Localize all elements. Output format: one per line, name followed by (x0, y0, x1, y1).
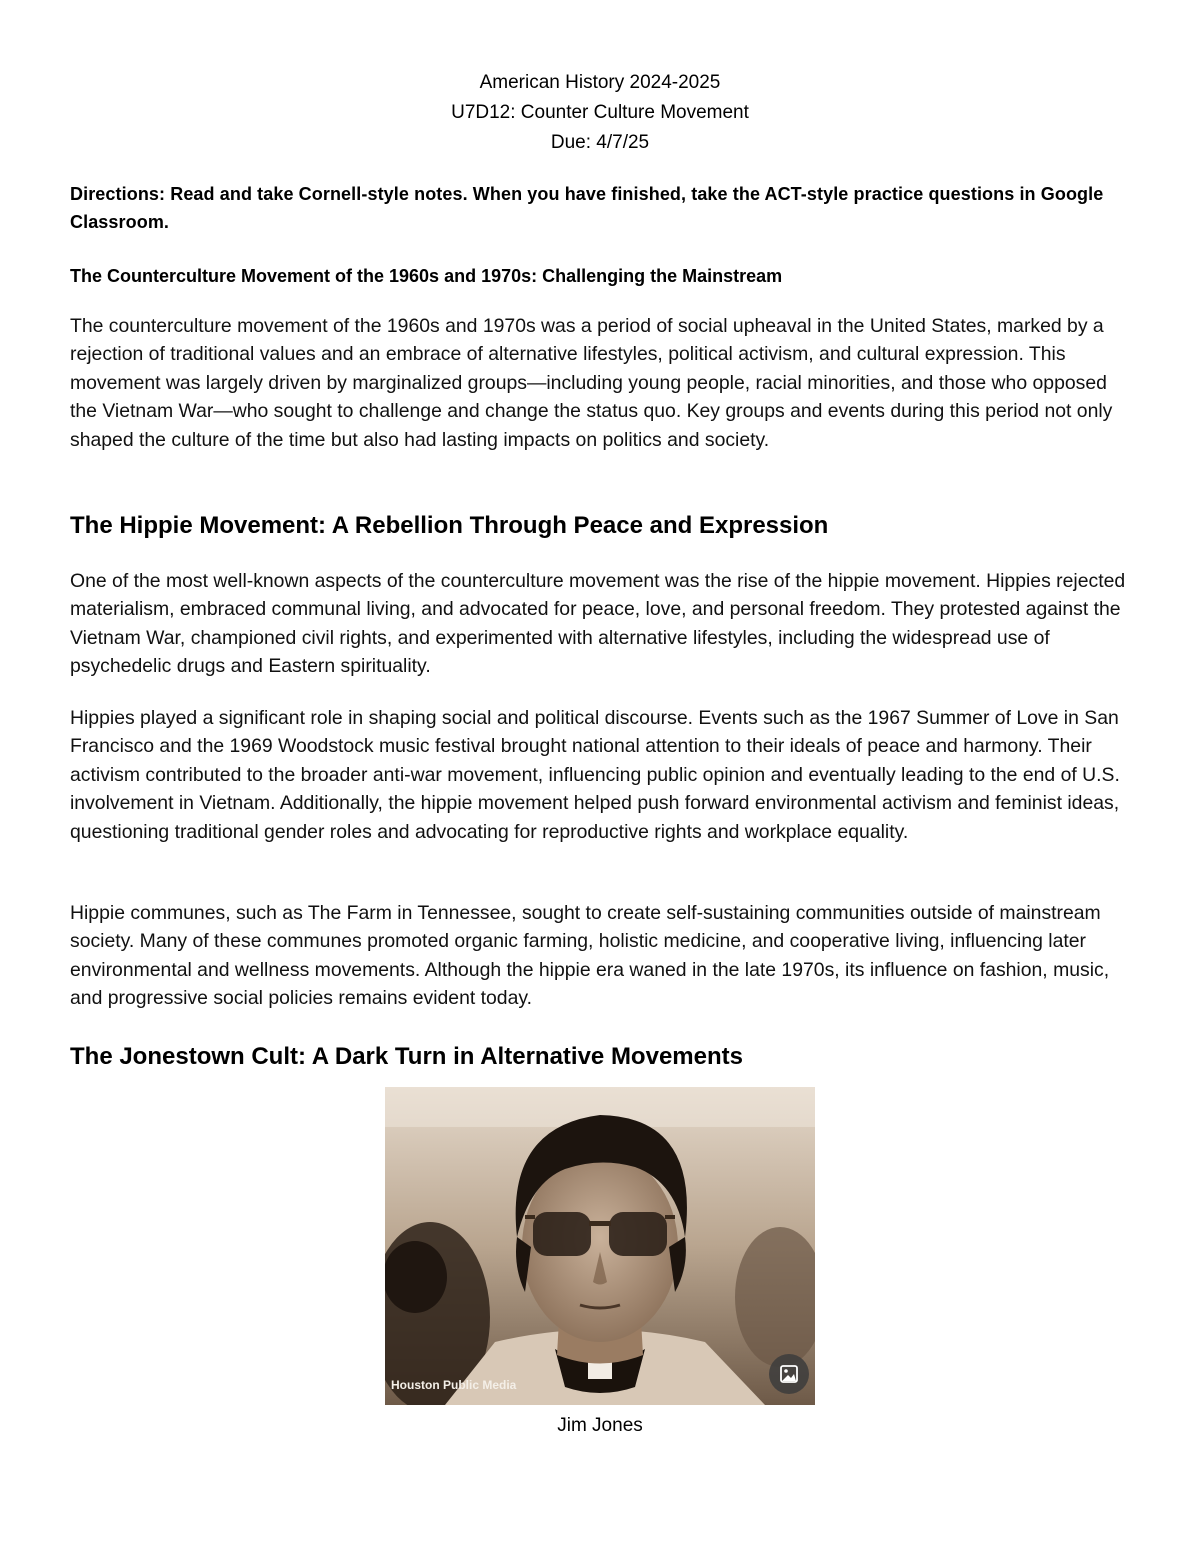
photo-caption: Jim Jones (557, 1415, 643, 1436)
hippie-paragraph-3: Hippie communes, such as The Farm in Tennessee, sought to create self-sustaining communities outside of mainstream society. Many of these communes promoted organic farming, holistic medicine, and cooperative living, influencing later environmental and wellness movements. Although the hippie era waned in the late 1970s, its influence on fashion, music, and progressive social policies remains evident today. (70, 902, 1110, 1010)
hippie-heading: The Hippie Movement: A Rebellion Through Peace and Expression (70, 512, 829, 539)
jim-jones-photo (385, 1087, 815, 1405)
image-icon[interactable] (769, 1354, 809, 1394)
due-date: Due: 4/7/25 (550, 132, 650, 153)
jonestown-heading: The Jonestown Cult: A Dark Turn in Alternative Movements (70, 1043, 743, 1070)
directions: Directions: Read and take Cornell-style notes. When you have finished, take the ACT-style practice questions in Google Classroom. (70, 184, 1104, 232)
intro-title: The Counterculture Movement of the 1960s and 1970s: Challenging the Mainstream (70, 266, 783, 286)
portrait-illustration (385, 1087, 815, 1405)
course-title: American History 2024-2025 (479, 72, 721, 93)
assignment-title: U7D12: Counter Culture Movement (451, 102, 749, 123)
hippie-paragraph-2: Hippies played a significant role in shaping social and political discourse. Events such as the 1967 Summer of Love in San Francisco and the 1969 Woodstock music festival brought national attention to their ideals of peace and harmony. Their activism contributed to the broader anti-war movement, influencing public opinion and eventually leading to the end of U.S. involvement in Vietnam. Additionally, the hippie movement helped push forward environmental activism and feminist ideas, questioning traditional gender roles and advocating for reproductive rights and workplace equality. (70, 707, 1120, 843)
photo-watermark: Houston Public Media (391, 1378, 517, 1392)
hippie-paragraph-1: One of the most well-known aspects of the counterculture movement was the rise of the hippie movement. Hippies rejected materialism, embraced communal living, and advocated for peace, love, and personal freedom. They protested against the Vietnam War, championed civil rights, and experimented with alternative lifestyles, including the widespread use of psychedelic drugs and Eastern spirituality. (70, 570, 1126, 678)
intro-paragraph: The counterculture movement of the 1960s and 1970s was a period of social upheaval in the United States, marked by a rejection of traditional values and an embrace of alternative lifestyles, political activism, and cultural expression. This movement was largely driven by marginalized groups—including young people, racial minorities, and those who opposed the Vietnam War—who sought to challenge and change the status quo. Key groups and events during this period not only shaped the culture of the time but also had lasting impacts on politics and society. (70, 315, 1113, 451)
